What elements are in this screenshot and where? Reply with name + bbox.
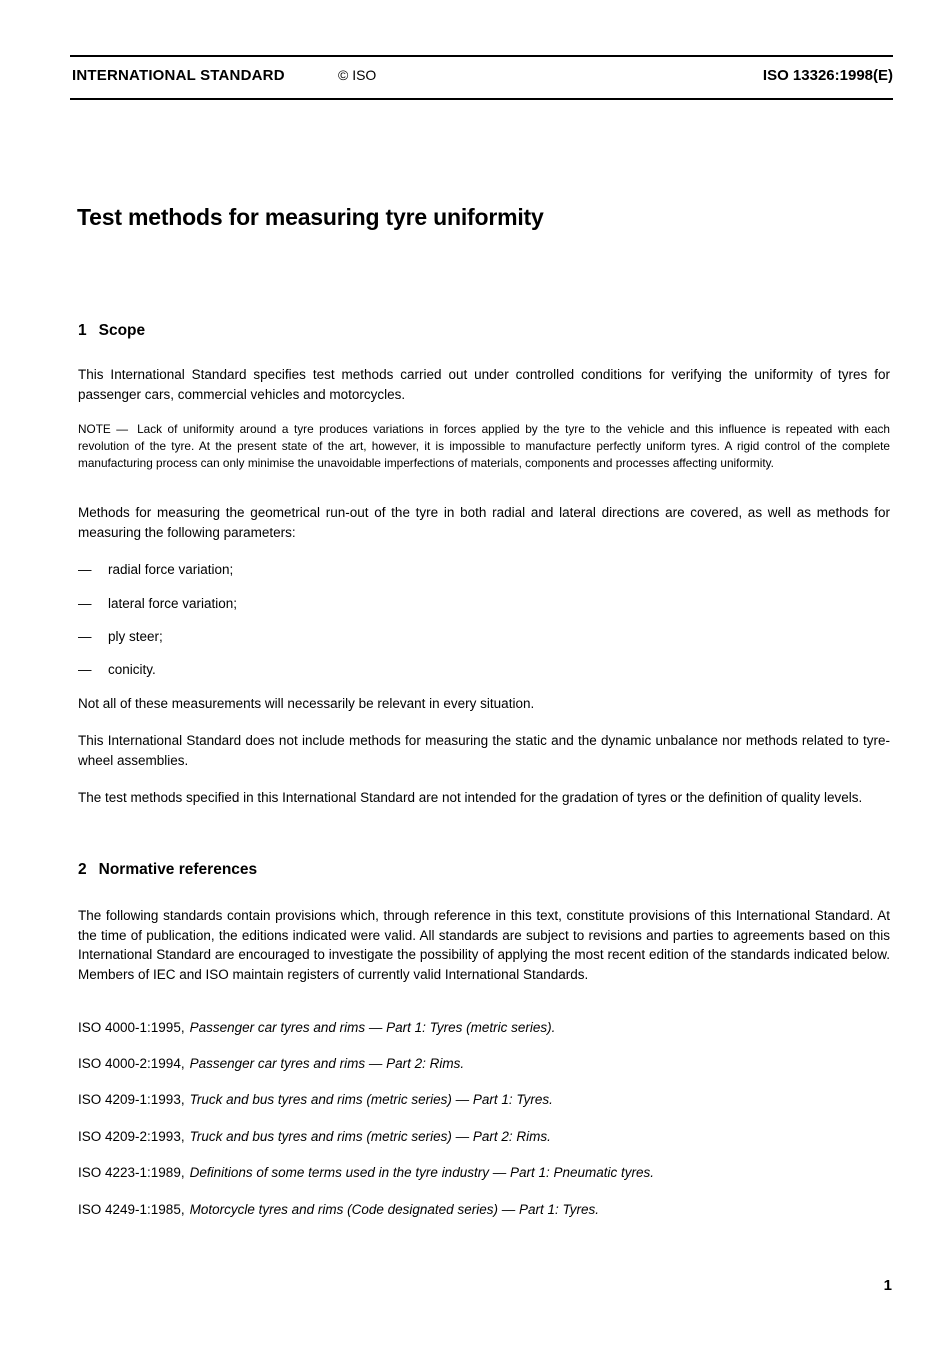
header-document-type: INTERNATIONAL STANDARD [72,67,285,84]
reference-item [78,1054,890,1074]
section-number: 2 [78,861,87,878]
list-item-text: lateral force variation; [108,596,238,611]
normative-paragraph-1: The following standards contain provisions which, through reference in this text, constitute provisions of this International Standard. At the time of publication, the editions indicated were valid. All standards are subject to revisions and parties to agreements based on this International Standard are encouraged to investigate the possibility of applying the most recent edition of the standards indicated below. Members of IEC and ISO maintain registers of currently valid International Standards. [78,908,890,982]
reference-title: Truck and bus tyres and rims (metric series) — Part 1: Tyres. [189,1092,553,1107]
reference-code: ISO 4249-1:1985, [78,1202,185,1217]
list-item [78,660,678,680]
section-number: 1 [78,322,87,339]
section-label: Scope [98,322,146,339]
document-title: Test methods for measuring tyre uniformity [77,204,544,230]
reference-title: Truck and bus tyres and rims (metric series) — Part 2: Rims. [189,1129,551,1144]
scope-paragraph-4: This International Standard does not include methods for measuring the static and the dynamic unbalance nor methods related to tyre-wheel assemblies. [78,733,890,768]
header-rule-bottom [70,98,893,100]
reference-item [78,1090,890,1110]
reference-code: ISO 4000-1:1995, [78,1020,185,1035]
list-item-text: radial force variation; [108,562,234,577]
list-dash: — [78,562,92,577]
section-label: Normative references [98,861,258,878]
scope-note [78,421,890,471]
note-text: Lack of uniformity around a tyre produces variations in forces applied by the tyre to the vehicle and this influence is repeated with each revolution of the tyre. At the present state of the art, however, it is impossible to manufacture perfectly uniform tyres. A rigid control of the complete manufacturing process can only minimise the unavoidable imperfections of materials, components and processes affecting uniformity. [78,422,890,470]
list-item-text: ply steer; [108,629,163,644]
reference-title: Passenger car tyres and rims — Part 1: Tyres (metric series). [189,1020,556,1035]
reference-item [78,1163,890,1183]
list-dash: — [78,596,92,611]
reference-code: ISO 4000-2:1994, [78,1056,185,1071]
section-scope-heading [78,323,145,339]
list-item [78,560,678,580]
reference-title: Motorcycle tyres and rims (Code designated series) — Part 1: Tyres. [189,1202,599,1217]
list-dash: — [78,662,92,677]
scope-paragraph-1: This International Standard specifies test methods carried out under controlled conditions for verifying the uniformity of tyres for passenger cars, commercial vehicles and motorcycles. [78,367,890,402]
page-number: 1 [883,1277,892,1294]
reference-code: ISO 4209-1:1993, [78,1092,185,1107]
scope-paragraph-5: The test methods specified in this International Standard are not intended for the gradation of tyres or the definition of quality levels. [78,790,863,805]
list-item-text: conicity. [108,662,156,677]
list-item [78,594,678,614]
standard-reference: ISO 13326:1998(E) [762,67,893,84]
reference-code: ISO 4223-1:1989, [78,1165,185,1180]
reference-item [78,1127,890,1147]
reference-code: ISO 4209-2:1993, [78,1129,185,1144]
reference-item [78,1200,890,1220]
reference-item [78,1018,890,1038]
header-rule-top [70,55,893,57]
scope-paragraph-3: Not all of these measurements will necessarily be relevant in every situation. [78,696,535,711]
copyright-notice: © ISO [338,67,377,83]
list-dash: — [78,629,92,644]
reference-title: Passenger car tyres and rims — Part 2: Rims. [189,1056,465,1071]
list-item [78,627,678,647]
scope-paragraph-2: Methods for measuring the geometrical run-out of the tyre in both radial and lateral directions are covered, as well as methods for measuring the following parameters: [78,505,890,540]
section-normative-heading [78,862,257,878]
reference-title: Definitions of some terms used in the tyre industry — Part 1: Pneumatic tyres. [189,1165,655,1180]
note-label: NOTE — [78,422,129,436]
